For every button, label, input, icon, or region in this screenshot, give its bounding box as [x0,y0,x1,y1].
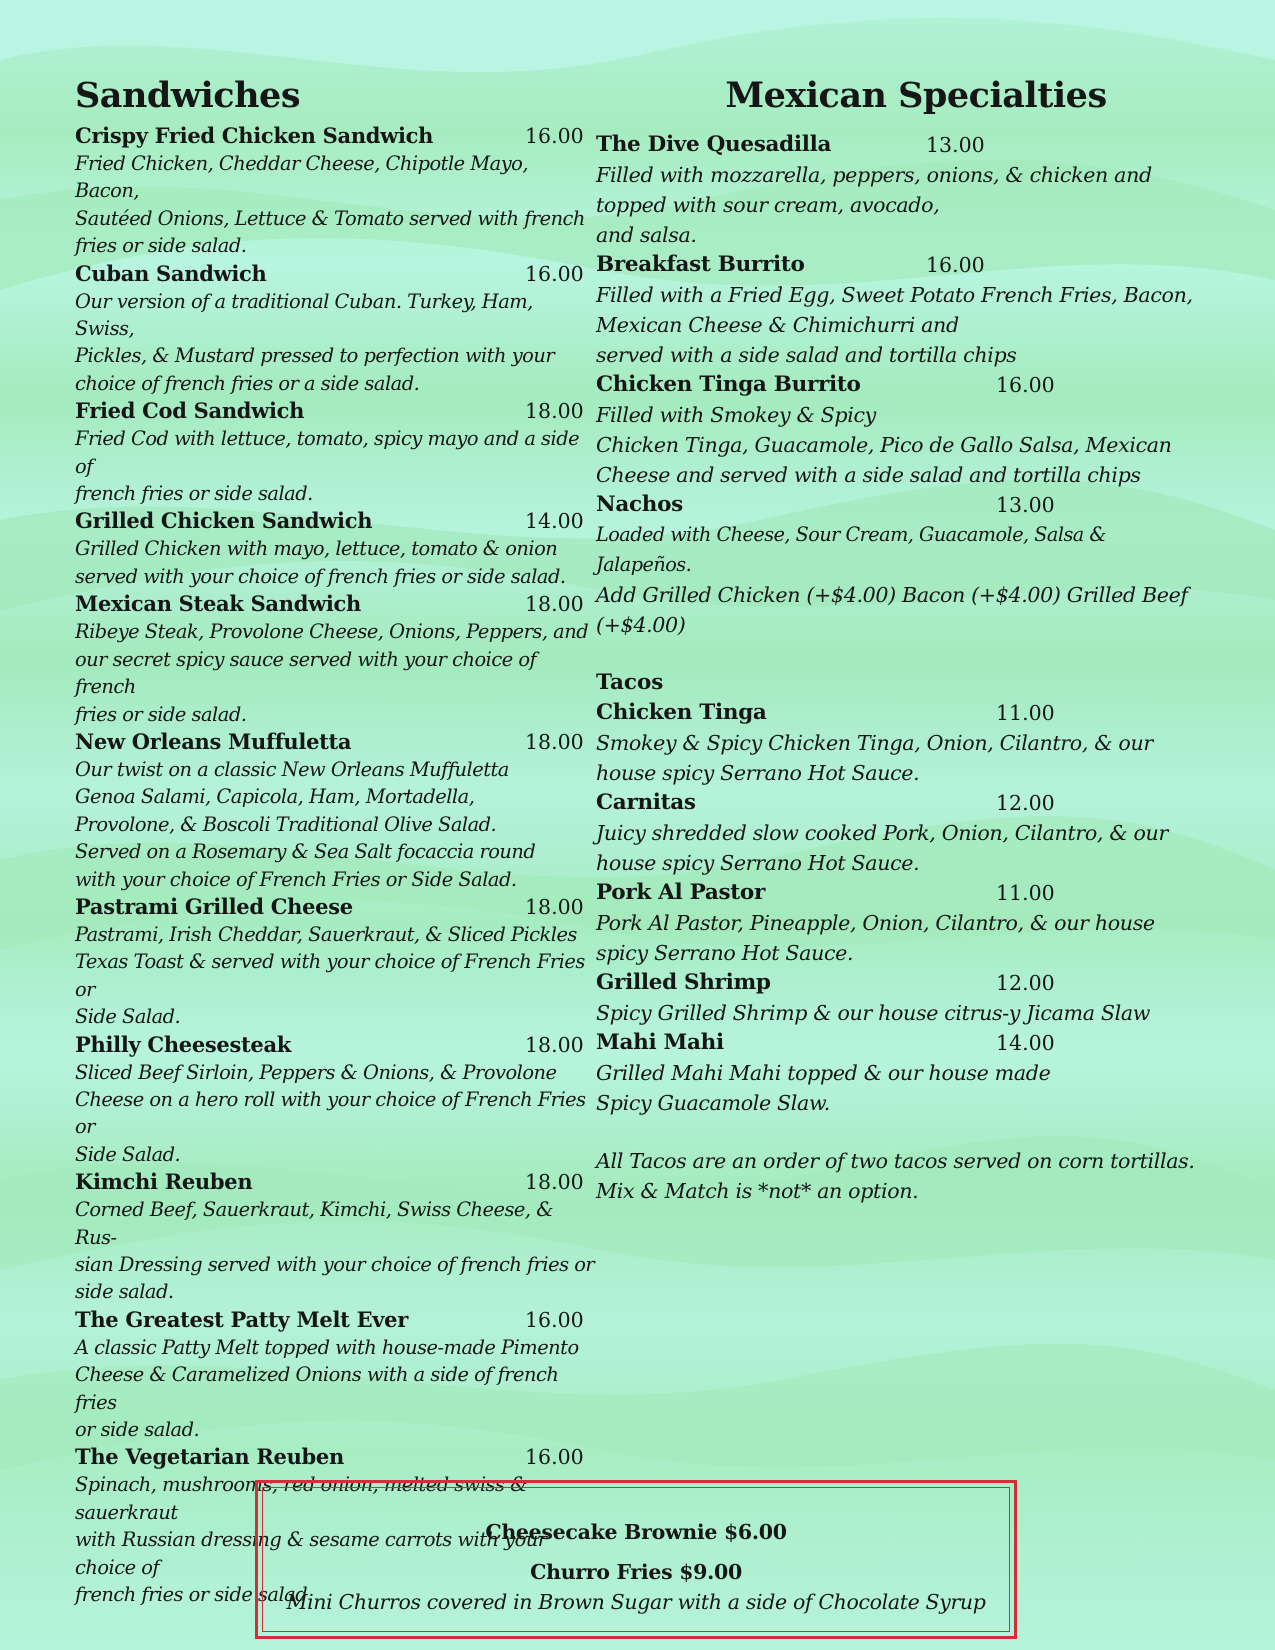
menu-item-header [75,893,595,921]
menu-item-header [75,260,595,288]
menu-item-description-line: Add Grilled Chicken (+$4.00) Bacon (+$4.00) Grilled Beef [596,583,1188,607]
menu-item-header [596,250,1206,280]
menu-item-description-line: Pork Al Pastor, Pineapple, Onion, Cilantro, & our house [596,911,1155,935]
menu-item-name: Carnitas [596,790,696,815]
menu-item [596,968,1206,1028]
menu-item [75,260,595,398]
menu-item-price: 16.00 [525,124,584,148]
menu-item-price: 16.00 [996,373,1055,397]
menu-item-price: 16.00 [525,261,584,286]
menu-item-header [75,507,595,535]
menu-item-description-line: Spicy Grilled Shrimp & our house citrus-y Jicama Slaw [596,1001,1151,1025]
menu-item-description-line: Side Salad. [75,1142,181,1166]
menu-item-name: Cuban Sandwich [75,260,267,286]
menu-item-description-line: choice of french fries or a side salad. [75,371,420,395]
menu-item-description-line: with your choice of French Fries or Side Salad. [75,867,517,891]
menu-item-description-line: Provolone, & Boscoli Traditional Olive Salad. [75,812,497,836]
menu-item-header [596,788,1206,818]
menu-item-name: Crispy Fried Chicken Sandwich [75,123,434,148]
menu-item-header [596,370,1206,400]
menu-item-description-line: fries or side salad. [75,234,247,258]
menu-item-name: Fried Cod Sandwich [75,398,305,424]
menu-item-description-line: Genoa Salami, Capicola, Ham, Mortadella, [75,785,475,809]
menu-item-price: 16.00 [926,253,985,277]
menu-item-description-line: Pickles, & Mustard pressed to perfection with your [75,344,555,368]
menu-item-description-line: Smokey & Spicy Chicken Tinga, Onion, Cilantro, & our [596,731,1153,755]
menu-item-price: 11.00 [996,881,1055,905]
menu-item-description-line: Filled with mozzarella, peppers, onions, & chicken and [596,163,1152,187]
menu-item [596,1028,1206,1118]
sandwiches-section [75,70,595,1608]
menu-item-price: 14.00 [525,509,584,534]
menu-item-description-line: Grilled Chicken with mayo, lettuce, tomato & onion [75,537,558,561]
menu-item-name: Pastrami Grilled Cheese [75,893,353,919]
menu-item-description-line: french fries or side salad [75,1583,308,1607]
menu-item-description-line: and salsa. [596,223,697,247]
menu-item-name: Kimchi Reuben [75,1169,253,1195]
menu-item-header [75,1168,595,1196]
menu-item-description-line: Filled with a Fried Egg, Sweet Potato French Fries, Bacon, [596,283,1193,307]
menu-item-name: Breakfast Burrito [596,252,805,277]
menu-item-price: 16.00 [525,1445,584,1470]
menu-item-description-line: sian Dressing served with your choice of french fries or [75,1253,595,1276]
menu-item [75,397,595,507]
menu-item-description-line: Cheese on a hero roll with your choice of French Fries or [75,1087,586,1139]
menu-item [75,1031,595,1169]
menu-item-description-line: served with a side salad and tortilla chips [596,343,1017,367]
menu-item-price: 13.00 [926,133,985,157]
menu-item-description-line: served with your choice of french fries or side salad. [75,564,566,588]
menu-item-name: Nachos [596,492,683,517]
menu-item-description-line: Corned Beef, Sauerkraut, Kimchi, Swiss Cheese, & Rus- [75,1198,553,1249]
menu-item-description-line: Fried Chicken, Cheddar Cheese, Chipotle Mayo, Bacon, [75,152,529,203]
tacos-note [596,1146,1206,1206]
menu-item-description-line: Pastrami, Irish Cheddar, Sauerkraut, & Sliced Pickles [75,922,577,946]
menu-item-description-line: Side Salad. [75,1005,181,1029]
tacos-list [596,698,1206,1118]
mexican-specialties-title: Mexican Specialties [725,75,1107,116]
menu-item [596,130,1206,250]
menu-item-price: 12.00 [996,791,1055,815]
menu-item-price: 16.00 [525,1307,584,1332]
menu-item-header [75,397,595,425]
menu-item [75,893,595,1031]
menu-item-header [75,1306,595,1334]
menu-item-price: 18.00 [525,399,584,424]
dessert-box [255,1480,1017,1639]
menu-item-price: 18.00 [525,592,584,617]
menu-item-description-line: fries or side salad. [75,702,247,726]
menu-item-price: 14.00 [996,1031,1055,1055]
menu-item-description-line: side salad. [75,1280,174,1304]
menu-item-name: Chicken Tinga [596,700,767,725]
menu-item-name: The Vegetarian Reuben [75,1444,344,1470]
menu-item [75,122,595,260]
menu-item-description-line: topped with sour cream, avocado, [596,193,940,217]
menu-item [596,490,1206,640]
menu-item-description-line: Spinach, mushrooms, red onion, melted swiss & sauerkraut [75,1473,527,1524]
menu-item-description-line: Ribeye Steak, Provolone Cheese, Onions, Peppers, and [75,620,589,644]
menu-item-description-line: Chicken Tinga, Guacamole, Pico de Gallo Salsa, Mexican [596,433,1172,457]
menu-item-price: 18.00 [525,894,584,919]
sandwich-list [75,122,595,1608]
mexican-list [596,130,1206,640]
menu-item-description-line: Fried Cod with lettuce, tomato, spicy mayo and a side of [75,427,580,478]
menu-item-description-line: Our version of a traditional Cuban. Turkey, Ham, Swiss, [75,289,533,341]
menu-item [75,728,595,893]
menu-item-description-line: Texas Toast & served with your choice of French Fries or [75,950,585,1001]
menu-item-header [75,122,595,150]
menu-item [596,788,1206,878]
menu-item-header [75,1031,595,1059]
menu-item [75,1168,595,1306]
menu-item-description-line: house spicy Serrano Hot Sauce. [596,851,920,875]
menu-item-description-line: Spicy Guacamole Slaw. [596,1091,830,1115]
menu-item-price: 18.00 [525,729,584,754]
menu-item-description-line: Loaded with Cheese, Sour Cream, Guacamole, Salsa & Jalapeños. [596,523,1106,576]
menu-item-name: Grilled Shrimp [596,970,771,995]
sandwiches-title: Sandwiches [75,75,301,116]
menu-item-description-line: Mexican Cheese & Chimichurri and [596,313,959,337]
menu-item-description-line: A classic Patty Melt topped with house-made Pimento [75,1335,579,1359]
menu-item-price: 12.00 [996,971,1055,995]
dessert-churro-fries-desc: Mini Churros covered in Brown Sugar with a side of Chocolate Syrup [286,1590,986,1614]
menu-item-description-line: Sautéed Onions, Lettuce & Tomato served with french [75,206,585,230]
tacos-title: Tacos [596,670,664,695]
menu-item-description-line: house spicy Serrano Hot Sauce. [596,761,920,785]
menu-item [596,370,1206,490]
menu-item-price: 18.00 [525,1032,584,1057]
menu-item-description-line: Grilled Mahi Mahi topped & our house made [596,1061,1051,1085]
menu-item-price: 11.00 [996,701,1055,725]
menu-item-description-line: (+$4.00) [596,613,686,637]
menu-item-description-line: Cheese & Caramelized Onions with a side of french fries [75,1363,559,1414]
menu-item-description-line: Sliced Beef Sirloin, Peppers & Onions, & Provolone [75,1060,557,1084]
dessert-cheesecake-brownie: Cheesecake Brownie $6.00 [485,1520,787,1544]
dessert-churro-fries: Churro Fries $9.00 [530,1560,742,1584]
menu-item-name: Grilled Chicken Sandwich [75,508,373,534]
menu-item-name: Philly Cheesesteak [75,1031,292,1057]
menu-item-description-line: or side salad. [75,1418,200,1442]
menu-item [596,698,1206,788]
menu-item-price: 18.00 [525,1170,584,1195]
menu-item-name: New Orleans Muffuletta [75,728,352,754]
menu-item-header [596,878,1206,908]
menu-item [596,878,1206,968]
menu-item-description-line: our secret spicy sauce served with your choice of french [75,647,537,699]
menu-item-name: Chicken Tinga Burrito [596,372,861,397]
menu-item [75,507,595,590]
menu-item-description-line: Filled with Smokey & Spicy [596,403,876,427]
menu-item-header [596,490,1206,520]
menu-item-description-line: with Russian dressing & sesame carrots with your choice of [75,1528,547,1579]
menu-item [75,590,595,728]
menu-item-header [75,1443,595,1471]
menu-item-header [596,130,1206,160]
mexican-specialties-section [596,70,1206,1206]
menu-item-header [75,590,595,618]
menu-item-description-line: french fries or side salad. [75,482,313,506]
menu-item-header [596,698,1206,728]
menu-item-header [596,1028,1206,1058]
menu-item-name: Mexican Steak Sandwich [75,591,362,617]
menu-item-description-line: Cheese and served with a side salad and tortilla chips [596,463,1141,487]
menu-item-name: Mahi Mahi [596,1030,724,1055]
menu-item [75,1306,595,1444]
menu-item-description-line: Juicy shredded slow cooked Pork, Onion, Cilantro, & our [596,821,1168,845]
menu-item [596,250,1206,370]
menu-item-name: The Dive Quesadilla [596,132,832,157]
menu-item-header [75,728,595,756]
menu-item-header [596,968,1206,998]
menu-item-price: 13.00 [996,493,1055,517]
menu-item-name: The Greatest Patty Melt Ever [75,1306,409,1332]
menu-item-description-line: Served on a Rosemary & Sea Salt focaccia round [75,840,536,864]
tacos-note-line: All Tacos are an order of two tacos served on corn tortillas. [596,1149,1195,1173]
tacos-note-line: Mix & Match is *not* an option. [596,1179,919,1203]
menu-item-description-line: spicy Serrano Hot Sauce. [596,941,854,965]
menu-item-description-line: Our twist on a classic New Orleans Muffuletta [75,757,509,781]
menu-item-name: Pork Al Pastor [596,880,765,905]
